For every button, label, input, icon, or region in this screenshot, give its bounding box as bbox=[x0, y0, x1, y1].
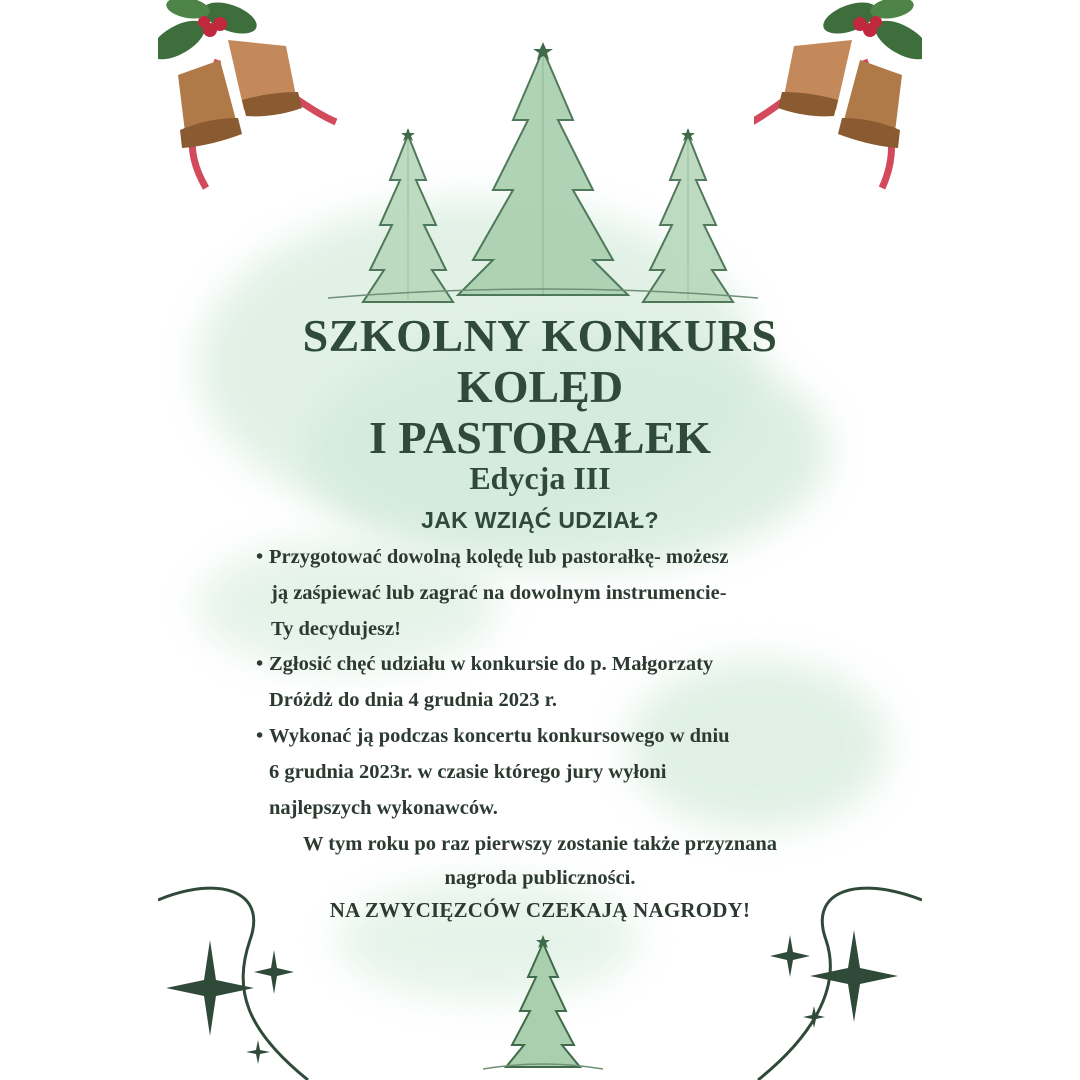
title-line-3: I PASTORAŁEK bbox=[368, 412, 712, 463]
sparkle-star-icon bbox=[770, 935, 810, 977]
step-line: Zgłosić chęć udziału w konkursie do p. Małgorzaty bbox=[269, 653, 714, 675]
step-item bbox=[256, 646, 856, 718]
bullet-icon: • bbox=[256, 653, 264, 675]
bullet-icon: • bbox=[256, 725, 264, 747]
audience-award-line: W tym roku po raz pierwszy zostanie także przyznana bbox=[302, 833, 778, 855]
audience-award-line: nagroda publiczności. bbox=[444, 867, 636, 889]
christmas-bells-icon bbox=[754, 0, 922, 190]
sparkle-star-icon bbox=[810, 930, 898, 1022]
sparkle-star-icon bbox=[803, 1006, 825, 1028]
step-line: ją zaśpiewać lub zagrać na dowolnym instrumencie- bbox=[271, 582, 727, 604]
step-line: 6 grudnia 2023r. w czasie którego jury wyłoni bbox=[269, 761, 667, 783]
pine-trees-icon bbox=[308, 40, 778, 310]
prizes-line: NA ZWYCIĘZCÓW CZEKAJĄ NAGRODY! bbox=[329, 898, 751, 922]
sparkle-star-icon bbox=[254, 950, 294, 994]
edition-label: Edycja III bbox=[469, 460, 611, 496]
step-line: Przygotować dowolną kolędę lub pastorałkę- możesz bbox=[269, 546, 729, 568]
step-line: Ty decydujesz! bbox=[271, 618, 402, 640]
step-line: Dróżdż do dnia 4 grudnia 2023 r. bbox=[269, 689, 557, 711]
step-item bbox=[256, 718, 856, 826]
how-to-heading: JAK WZIĄĆ UDZIAŁ? bbox=[421, 507, 659, 533]
step-line: Wykonać ją podczas koncertu konkursowego w dniu bbox=[269, 725, 730, 747]
bullet-icon: • bbox=[256, 546, 264, 568]
pine-tree-icon bbox=[478, 935, 608, 1075]
step-line: najlepszych wykonawców. bbox=[269, 797, 498, 819]
sparkle-star-icon bbox=[246, 1040, 270, 1064]
sparkle-star-icon bbox=[166, 940, 254, 1036]
title-line-2: KOLĘD bbox=[456, 361, 624, 412]
title-line-1: SZKOLNY KONKURS bbox=[302, 310, 778, 361]
step-item bbox=[256, 539, 856, 647]
